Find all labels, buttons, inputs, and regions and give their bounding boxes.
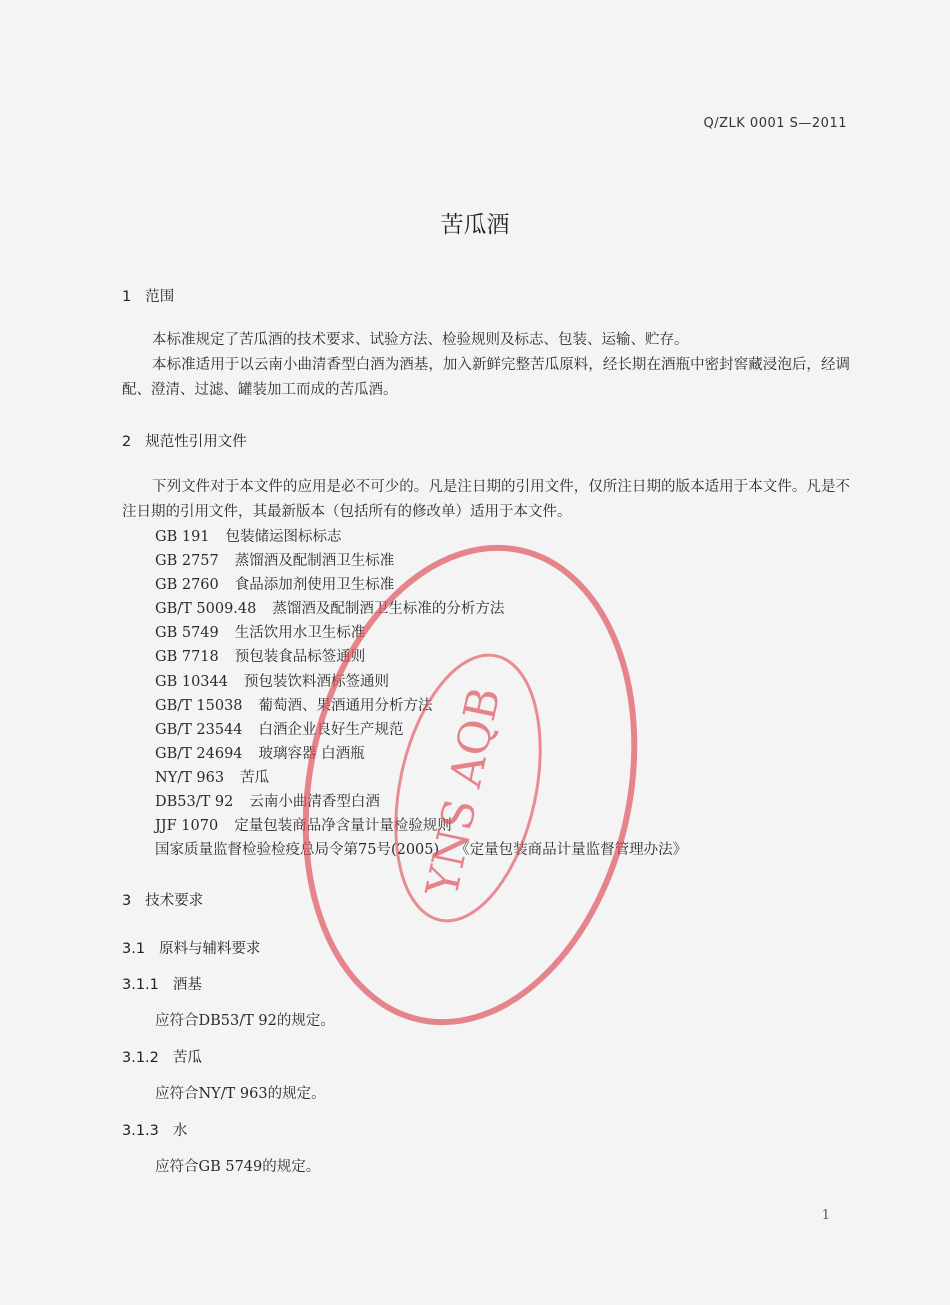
section-title: 酒基 [172, 977, 202, 993]
reference-title: 葡萄酒、果酒通用分析方法 [258, 697, 433, 714]
reference-code: GB/T 24694 [155, 745, 243, 762]
reference-list [155, 525, 687, 862]
reference-title: 生活饮用水卫生标准 [234, 625, 366, 642]
reference-title: 包装储运图标标志 [225, 529, 342, 545]
references-intro: 下列文件对于本文件的应用是必不可少的。凡是注日期的引用文件，仅所注日期的版本适用于本文件。凡是不注日期的引用文件，其最新版本（包括所有的修改单）适用于本文件。 [122, 479, 850, 520]
scope-paragraph-1: 本标准规定了苦瓜酒的技术要求、试验方法、检验规则及标志、包装、运输、贮存。 [152, 332, 689, 348]
seal-text: YNS AQB [416, 683, 511, 901]
section-title: 技术要求 [145, 893, 204, 909]
reference-code: GB/T 15038 [155, 697, 243, 714]
section-number: 1 [122, 289, 132, 305]
section-title: 水 [172, 1123, 188, 1139]
reference-title: 蒸馏酒及配制酒卫生标准 [234, 553, 395, 570]
section-number: 3.1.2 [122, 1050, 159, 1066]
reference-item [155, 597, 687, 621]
section-number: 3.1 [122, 941, 146, 957]
reference-code: GB 5749 [155, 625, 219, 642]
section-number: 3.1.1 [122, 977, 159, 993]
section-3-1-heading [122, 937, 261, 958]
reference-code: DB53/T 92 [155, 794, 234, 811]
reference-code: GB/T 23544 [155, 721, 243, 738]
section-2-heading [122, 430, 247, 451]
reference-item [155, 838, 687, 862]
reference-title: 食品添加剂使用卫生标准 [234, 577, 395, 594]
reference-title: 白酒企业良好生产规范 [258, 721, 404, 738]
reference-title: 云南小曲清香型白酒 [249, 794, 380, 811]
reference-item [155, 525, 687, 549]
reference-code: GB 2760 [155, 577, 219, 594]
section-3-heading [122, 889, 203, 910]
section-3-1-1-heading [122, 973, 202, 994]
reference-code: GB 7718 [155, 649, 219, 666]
section-number: 2 [122, 434, 132, 450]
page-number: 1 [821, 1208, 830, 1223]
reference-code: NY/T 963 [155, 769, 225, 786]
section-number: 3 [122, 893, 132, 909]
reference-code: JJF 1070 [155, 818, 219, 835]
reference-title: 苦瓜 [240, 769, 270, 786]
reference-item [155, 549, 687, 573]
reference-item [155, 718, 687, 742]
reference-title: 玻璃容器 白酒瓶 [258, 745, 365, 762]
reference-code: 国家质量监督检验检疫总局令第75号(2005) [155, 842, 440, 859]
reference-title: 《定量包装商品计量监督管理办法》 [455, 842, 688, 859]
reference-title: 定量包装商品净含量计量检验规则 [234, 818, 452, 835]
section-3-1-2-heading [122, 1046, 202, 1067]
requirement-text: 应符合GB 5749的规定。 [155, 1159, 321, 1175]
reference-title: 蒸馏酒及配制酒卫生标准的分析方法 [272, 601, 505, 618]
reference-item [155, 766, 687, 790]
section-1-heading [122, 285, 174, 306]
reference-item [155, 742, 687, 766]
reference-title: 预包装饮料酒标签通则 [243, 673, 389, 690]
section-title: 原料与辅料要求 [159, 941, 261, 957]
reference-item [155, 814, 687, 838]
reference-item [155, 670, 687, 694]
reference-item [155, 694, 687, 718]
reference-title: 预包装食品标签通则 [234, 649, 366, 666]
reference-item [155, 645, 687, 669]
section-3-1-3-heading [122, 1119, 187, 1140]
section-number: 3.1.3 [122, 1123, 159, 1139]
reference-code: GB 2757 [155, 553, 219, 570]
document-code: Q/ZLK 0001 S—2011 [703, 116, 847, 131]
reference-item [155, 790, 687, 814]
reference-item [155, 573, 687, 597]
section-title: 苦瓜 [172, 1050, 202, 1066]
requirement-text: 应符合NY/T 963的规定。 [155, 1086, 326, 1102]
reference-code: GB 191 [155, 529, 210, 545]
section-title: 范围 [145, 289, 175, 305]
section-title: 规范性引用文件 [145, 434, 247, 450]
reference-code: GB/T 5009.48 [155, 601, 257, 618]
reference-code: GB 10344 [155, 673, 228, 690]
reference-item [155, 621, 687, 645]
requirement-text: 应符合DB53/T 92的规定。 [155, 1013, 335, 1029]
scope-paragraph-2: 本标准适用于以云南小曲清香型白酒为酒基，加入新鲜完整苦瓜原料，经长期在酒瓶中密封窖藏浸泡后，经调配、澄清、过滤、罐装加工而成的苦瓜酒。 [122, 357, 850, 398]
page-title: 苦瓜酒 [440, 212, 510, 238]
